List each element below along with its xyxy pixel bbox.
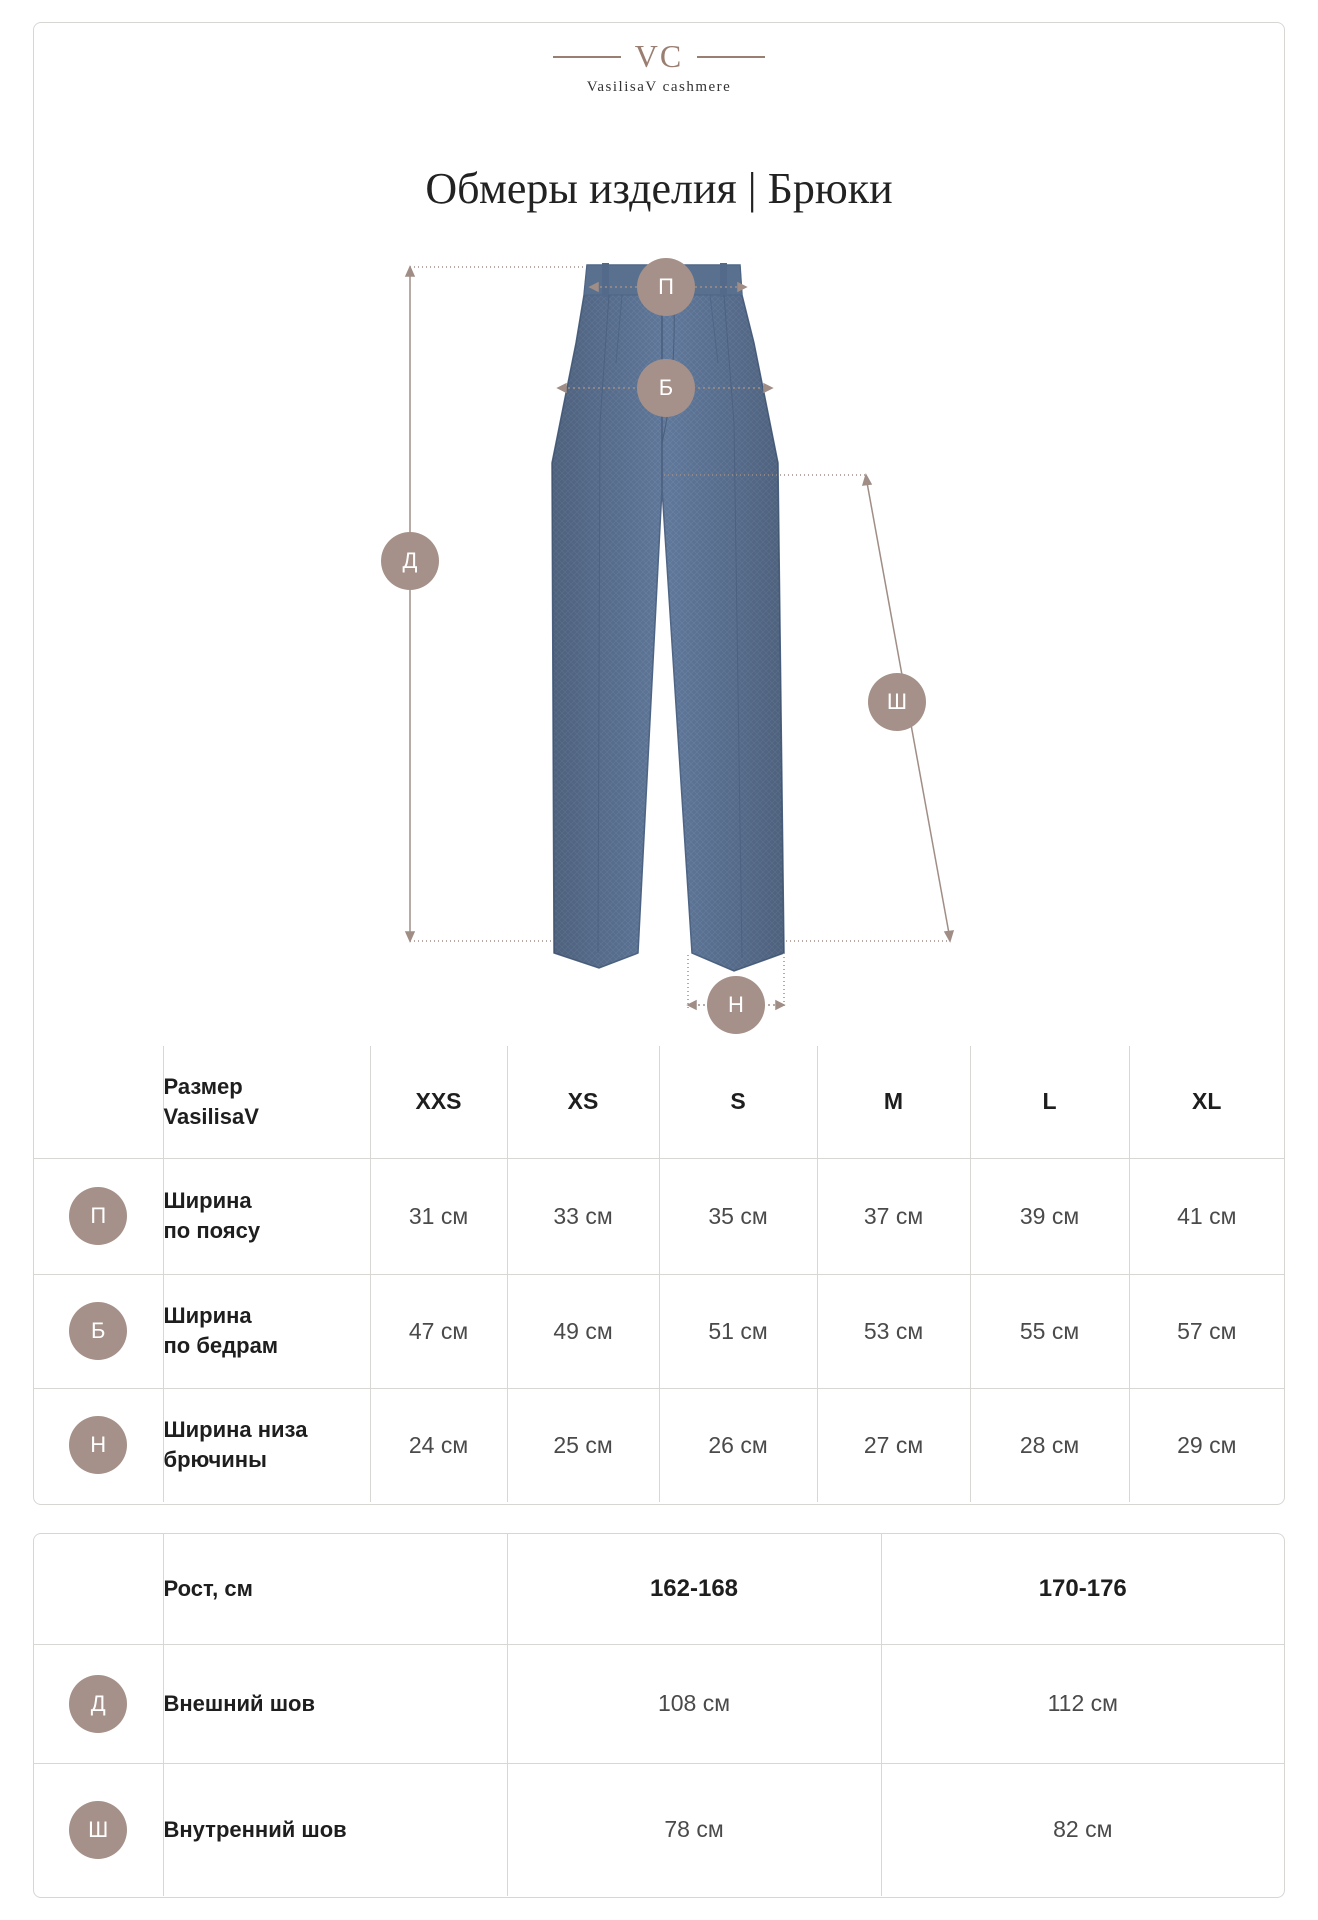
cell-value: 108 см [507,1644,881,1763]
row-label-hip: Ширина по бедрам [163,1274,370,1388]
cell-value: 27 см [817,1388,970,1502]
row-badge-outer-seam: Д [69,1675,127,1733]
badge-hip: Б [637,359,695,417]
trousers-illustration [34,23,1286,1043]
size-header-label: Размер VasilisaV [163,1046,370,1158]
cell-value: 82 см [881,1763,1284,1896]
cell-value: 24 см [370,1388,507,1502]
row-badge-hip: Б [69,1302,127,1360]
row-label-inner-seam: Внутренний шов [163,1763,507,1896]
size-s: S [659,1046,817,1158]
cell-value: 53 см [817,1274,970,1388]
size-header-row [34,1046,1284,1158]
table-row [34,1158,1284,1274]
corner-cell [34,1046,163,1158]
cell-value: 51 см [659,1274,817,1388]
table-row [34,1388,1284,1502]
corner-cell [34,1534,163,1644]
cell-value: 55 см [970,1274,1129,1388]
row-label-waist: Ширина по поясу [163,1158,370,1274]
height-header-label: Рост, см [163,1534,507,1644]
size-xl: XL [1129,1046,1284,1158]
row-label-outer-seam: Внешний шов [163,1644,507,1763]
badge-waist: П [637,258,695,316]
size-m: M [817,1046,970,1158]
brand-monogram: VC [634,38,684,74]
size-xxs: XXS [370,1046,507,1158]
size-xs: XS [507,1046,659,1158]
table-row [34,1763,1284,1896]
size-l: L [970,1046,1129,1158]
cell-value: 33 см [507,1158,659,1274]
cell-value: 31 см [370,1158,507,1274]
cell-value: 35 см [659,1158,817,1274]
badge-inner-seam: Ш [868,673,926,731]
trousers-diagram [34,23,1286,1043]
cell-value: 49 см [507,1274,659,1388]
height-range-1: 162-168 [507,1534,881,1644]
cell-value: 29 см [1129,1388,1284,1502]
cell-value: 26 см [659,1388,817,1502]
brand-name: VasilisaV cashmere [586,79,732,95]
height-header-row [34,1534,1284,1644]
badge-bottom-width: Н [707,976,765,1034]
cell-value: 78 см [507,1763,881,1896]
cell-value: 25 см [507,1388,659,1502]
height-table [34,1534,1284,1896]
row-badge-bottom: Н [69,1416,127,1474]
page-title: Обмеры изделия | Брюки [425,164,893,213]
height-card [33,1533,1285,1898]
table-row [34,1644,1284,1763]
height-range-2: 170-176 [881,1534,1284,1644]
row-label-bottom: Ширина низа брючины [163,1388,370,1502]
cell-value: 57 см [1129,1274,1284,1388]
row-badge-waist: П [69,1187,127,1245]
cell-value: 41 см [1129,1158,1284,1274]
size-table [34,1046,1284,1502]
table-row [34,1274,1284,1388]
row-badge-inner-seam: Ш [69,1801,127,1859]
cell-value: 112 см [881,1644,1284,1763]
badge-outer-seam: Д [381,532,439,590]
cell-value: 37 см [817,1158,970,1274]
cell-value: 28 см [970,1388,1129,1502]
cell-value: 47 см [370,1274,507,1388]
measurements-card [33,22,1285,1505]
cell-value: 39 см [970,1158,1129,1274]
